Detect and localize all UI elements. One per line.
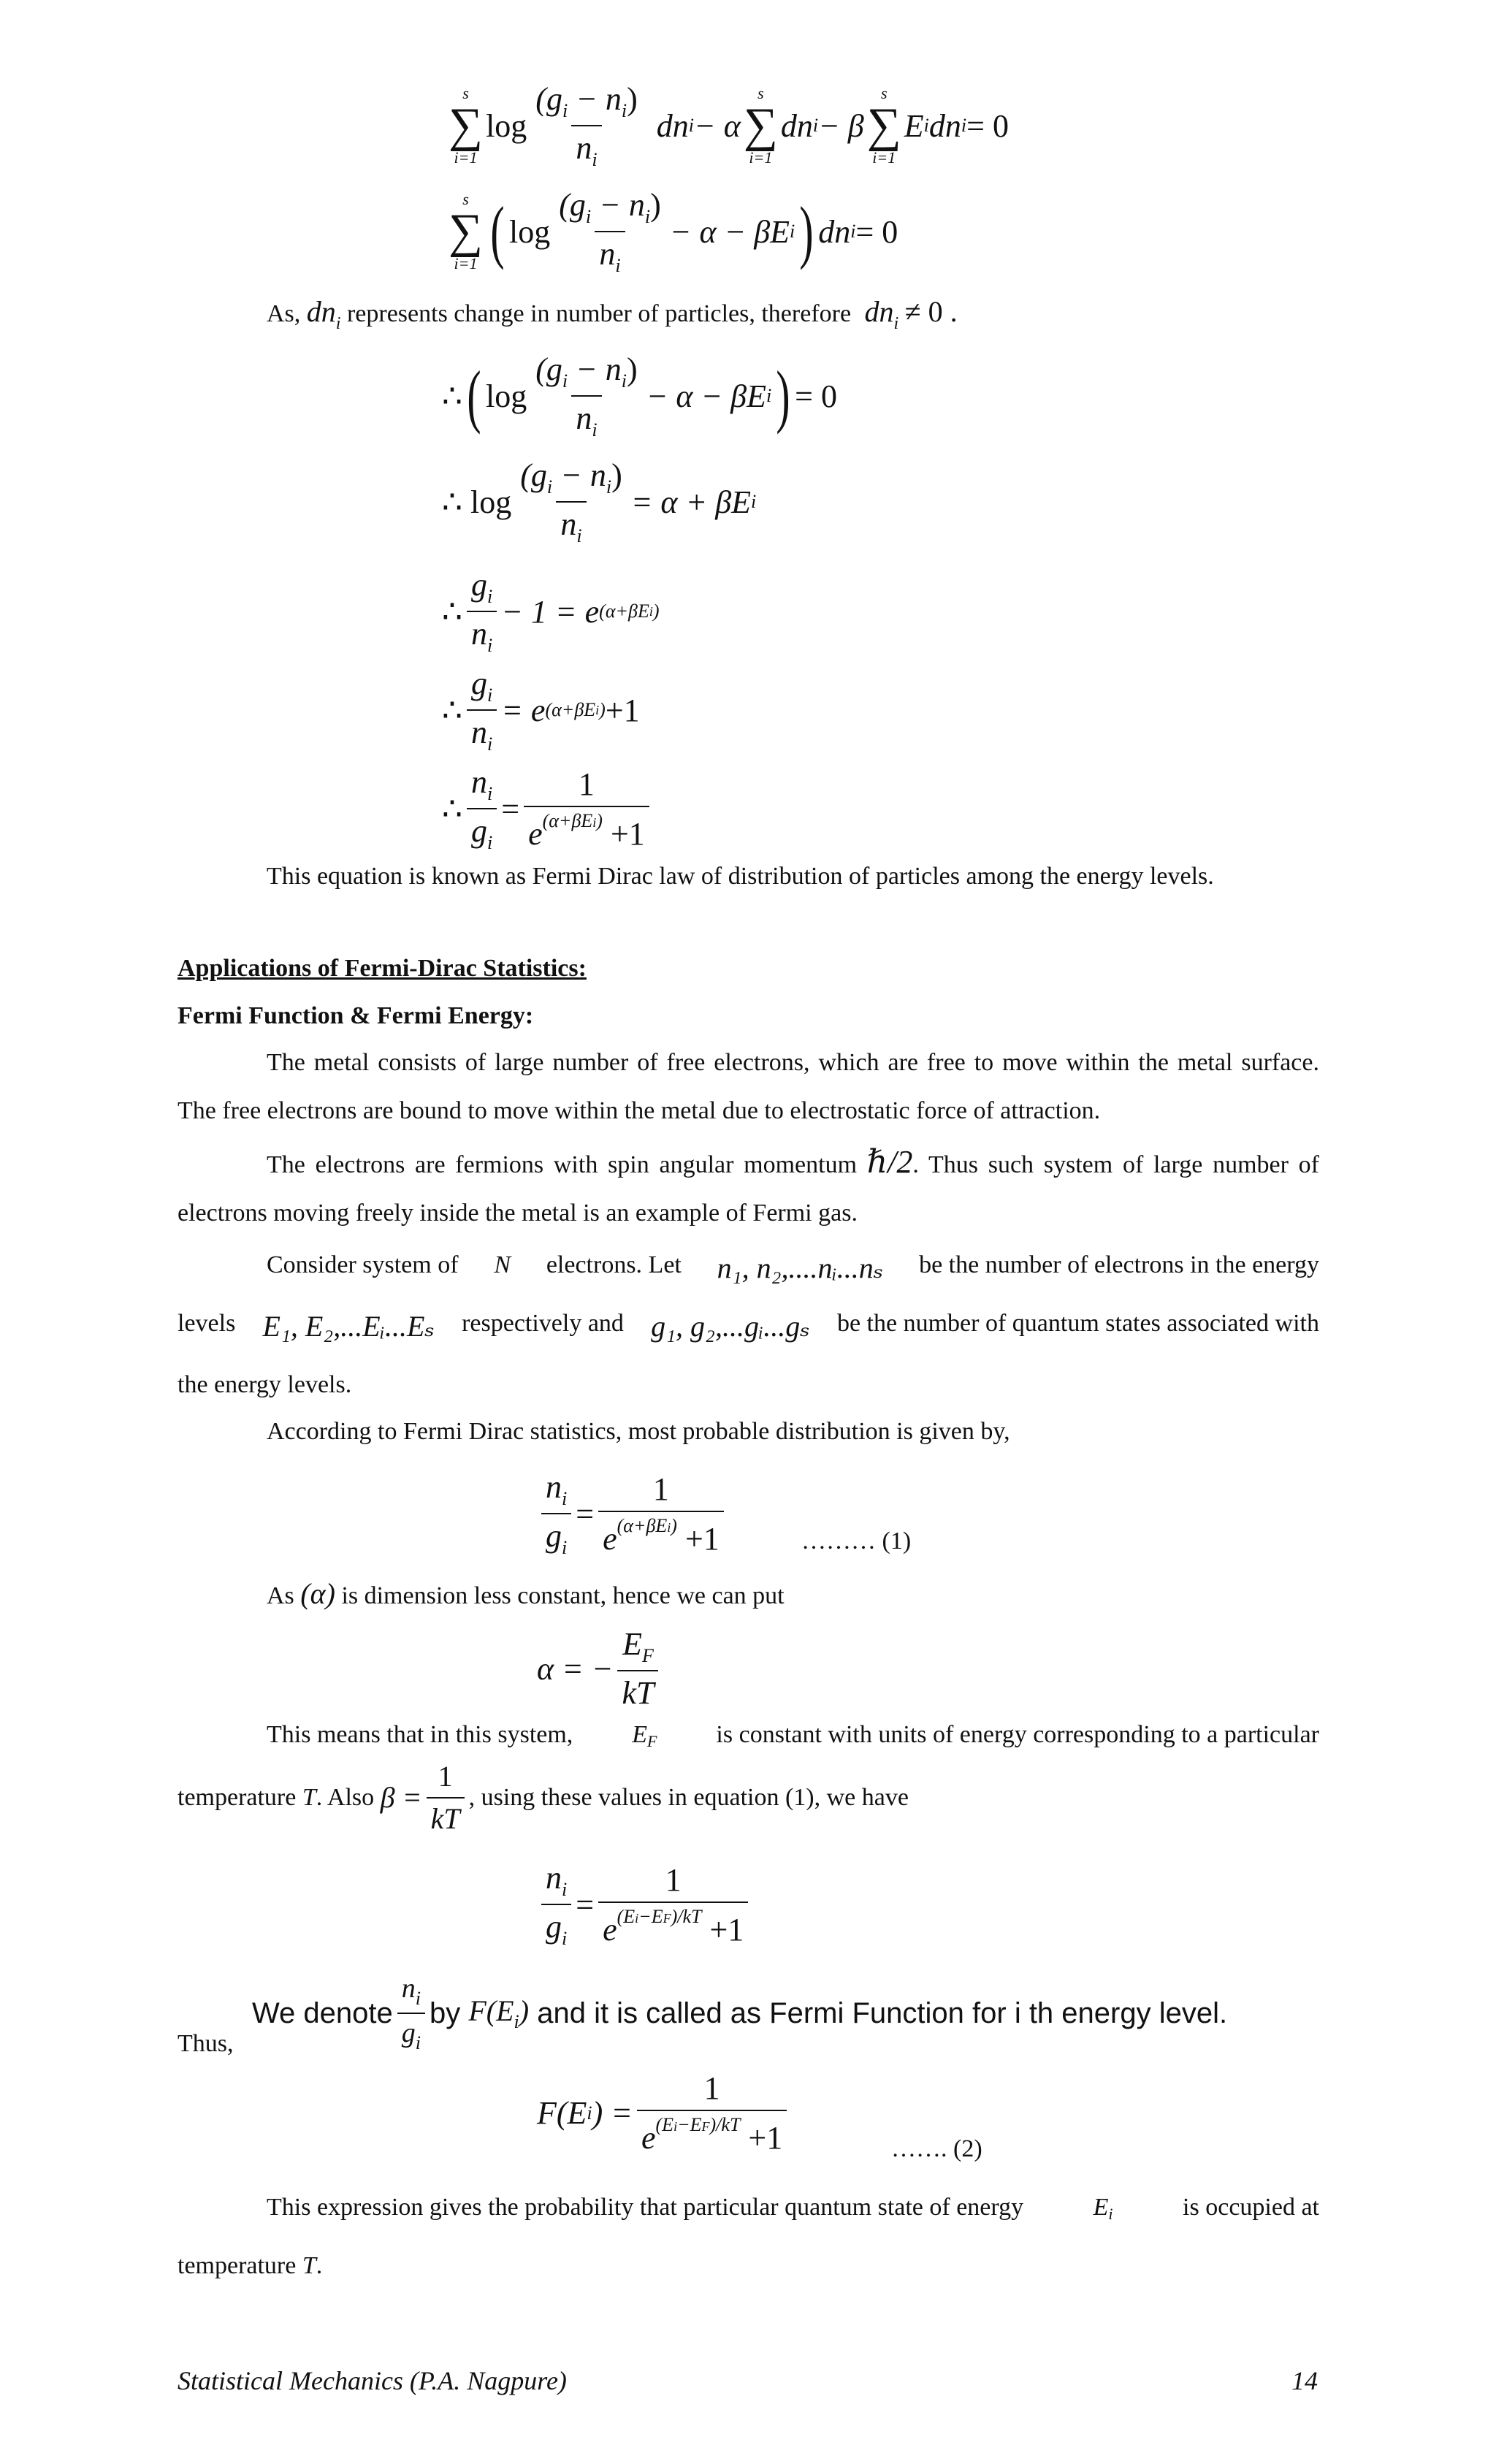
paragraph-beta: temperature T . Also β = $\frac{1}{kT}$ , using these values in equation (1), we have bbox=[178, 1760, 909, 1835]
equation-2: s ∑ i=1 ( log $\frac{(g_i - n_i)}{n_i}$ − α − βE i ) dn i = 0 bbox=[449, 187, 898, 276]
equation-numbered-1: $\frac{n_i}{g_i}$ = $\frac{1}{e^{(\alpha+\beta Ei)} +1}$ bbox=[537, 1468, 728, 1559]
sum-symbol: s ∑ i=1 bbox=[449, 84, 484, 167]
paragraph-fd-statistics: According to Fermi Dirac statistics, most probable distribution is given by, bbox=[267, 1418, 1010, 1445]
paragraph-probability-line2: temperature T. bbox=[178, 2252, 323, 2279]
equation-1: s ∑ i=1 log $\frac{(g_i - n_i)}{n_i}$ dn i − α s ∑ i=1 dn i − β s ∑ i=1 E i dn i = 0 bbox=[449, 81, 1009, 170]
paragraph-ef-line1: This means that in this system, $E_F$ is constant with units of energy corresponding to a particular bbox=[267, 1721, 1319, 1750]
thus-label: Thus, bbox=[178, 2030, 234, 2057]
equation-5: ∴ $\frac{g_i}{n_i}$ − 1 = e (α+βE i ) bbox=[442, 567, 660, 656]
equation-ni-gi-ef: $\frac{n_i}{g_i}$ = $\frac{1}{e^{(Ei-EF)/kT} +1}$ bbox=[537, 1859, 752, 1950]
equation-4: ∴ log $\frac{(g_i - n_i)}{n_i}$ = α + βE i bbox=[442, 457, 757, 546]
paragraph-alpha: As (α) is dimension less constant, hence we can put bbox=[267, 1577, 785, 1610]
as-dn-line: As, $dn_i$ represents change in number of particles, therefore $dn_i \ne 0$ . bbox=[267, 295, 958, 333]
paragraph-system-line3: the energy levels. bbox=[178, 1371, 352, 1398]
equation-7: ∴ $\frac{n_i}{g_i}$ = $\frac{1}{e^{(\alpha+\beta Ei)} +1}$ bbox=[442, 763, 654, 854]
equation-label-1: ……… (1) bbox=[801, 1527, 912, 1555]
heading-applications: Applications of Fermi-Dirac Statistics: bbox=[178, 955, 587, 982]
fraction: $\frac{(g_i - n_i)}{n_i}$ bbox=[535, 81, 638, 170]
paragraph-system-line1: Consider system of N electrons. Let n₁, n₂,....nᵢ...nₛ be the number of electrons in the energy bbox=[267, 1251, 1319, 1284]
footer-title: Statistical Mechanics (P.A. Nagpure) bbox=[178, 2366, 567, 2395]
equation-fermi-function: F(E i ) = $\frac{1}{e^{(Ei-EF)/kT} +1}$ bbox=[537, 2070, 791, 2156]
equation-3: ∴ ( log $\frac{(g_i - n_i)}{n_i}$ − α − βE i ) = 0 bbox=[442, 351, 837, 440]
fd-law-text: This equation is known as Fermi Dirac law of distribution of particles among the energy levels. bbox=[267, 863, 1214, 890]
paragraph-fermions: The electrons are fermions with spin angular momentum ℏ/2. Thus such system of large number of electrons moving freely inside the metal is an example of Fermi gas. bbox=[178, 1144, 1320, 1227]
paragraph-free-electrons: The metal consists of large number of free electrons, which are free to move within the metal surface. The free electrons are bound to move within the metal due to electrostatic force of attraction. bbox=[178, 1049, 1319, 1124]
footer-page-number: 14 bbox=[1291, 2366, 1318, 2395]
equation-label-2: ……. (2) bbox=[891, 2135, 982, 2162]
paragraph-probability-line1: This expression gives the probability that particular quantum state of energy $E_i$ is occupied at bbox=[267, 2194, 1319, 2223]
equation-alpha: α = − $\frac{E_F}{kT}$ bbox=[537, 1625, 663, 1712]
equation-6: ∴ $\frac{g_i}{n_i}$ = e (α+βE i ) +1 bbox=[442, 665, 640, 755]
paragraph-system-line2: levels E₁, E₂,...Eᵢ...Eₛ respectively and g₁, g₂,...gᵢ...gₛ be the number of quantum states associated with bbox=[178, 1310, 1319, 1343]
paragraph-denote: We denote $\frac{n_i}{g_i}$ by $F(E_i)$ and it is called as Fermi Function for i th energy level. bbox=[252, 1973, 1228, 2053]
heading-fermi-function: Fermi Function & Fermi Energy: bbox=[178, 1002, 534, 1029]
